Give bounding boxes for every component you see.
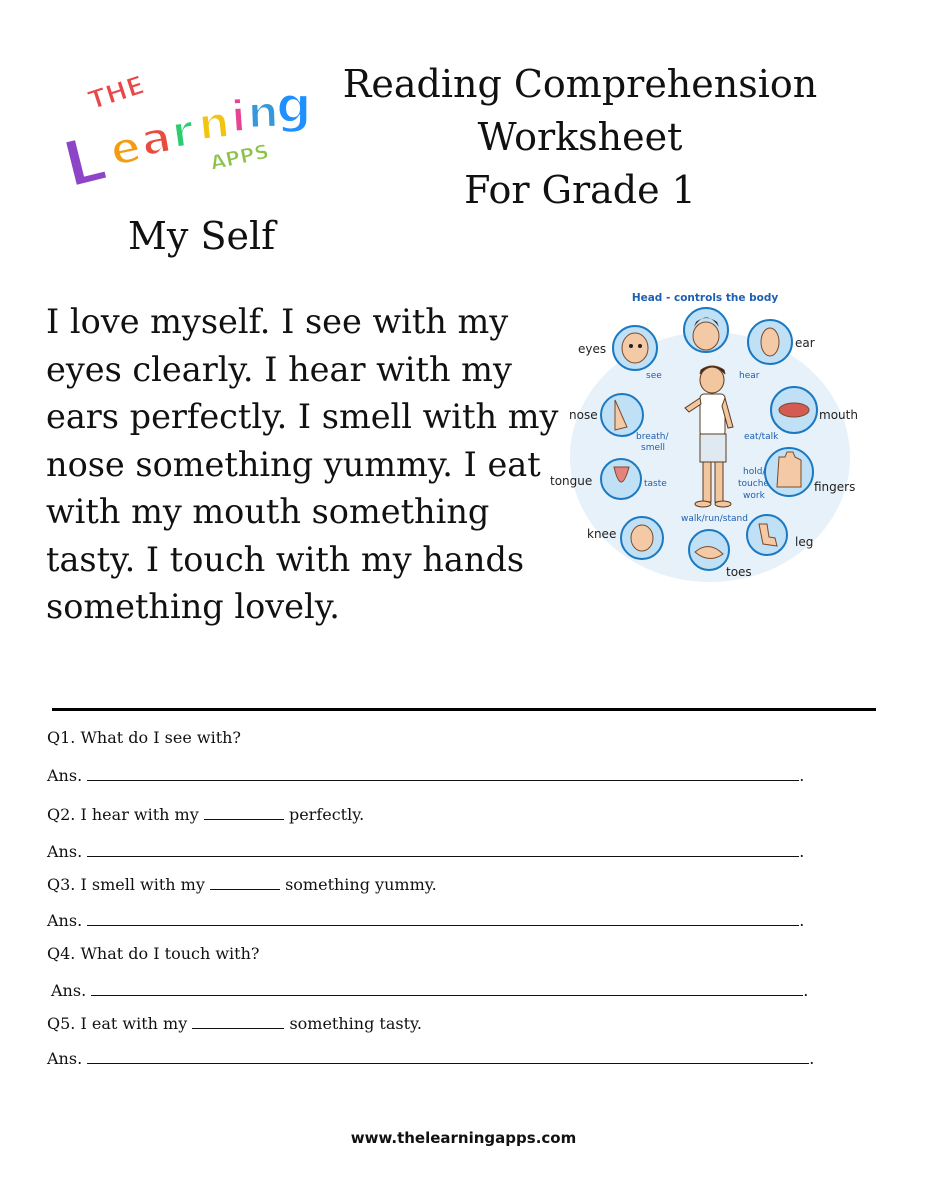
label-tongue: tongue [550, 474, 593, 488]
label-knee: knee [587, 527, 617, 541]
label-taste: taste [644, 479, 667, 489]
answer-line-1: Ans. . [47, 766, 805, 785]
answer-blank-5[interactable] [87, 1049, 809, 1064]
svg-text:r: r [168, 105, 198, 159]
fill-blank-2[interactable] [204, 806, 284, 820]
worksheet-title [330, 58, 830, 217]
passage-line: ears perfectly. I smell with my [46, 397, 559, 436]
svg-text:a: a [137, 111, 176, 167]
label-hear: hear [739, 371, 760, 381]
label-hold: hold/ [743, 467, 766, 477]
question-4: Q4. What do I touch with? [47, 944, 260, 963]
passage-line: tasty. I touch with my hands [46, 539, 525, 579]
svg-text:n: n [195, 96, 233, 151]
answer-line-4: Ans. . [51, 981, 809, 1000]
svg-text:e: e [105, 120, 146, 177]
answer-blank-2[interactable] [87, 842, 799, 857]
title-line-3: For Grade 1 [464, 168, 696, 212]
label-eyes: eyes [578, 342, 607, 356]
label-smell: smell [641, 443, 665, 453]
answer-blank-3[interactable] [87, 911, 799, 926]
title-line-1: Reading Comprehension [342, 62, 818, 106]
label-see: see [646, 371, 662, 381]
answer-blank-1[interactable] [87, 766, 799, 781]
answer-line-2: Ans. . [47, 842, 805, 861]
learning-apps-logo [55, 48, 332, 218]
title-line-2: Worksheet [477, 115, 683, 159]
label-ear: ear [795, 336, 815, 350]
label-nose: nose [569, 408, 598, 422]
footer-url[interactable]: www.thelearningapps.com [350, 1129, 577, 1147]
reading-passage [46, 298, 559, 631]
svg-text:n: n [246, 86, 280, 139]
svg-text:L: L [55, 121, 114, 204]
label-mouth: mouth [819, 408, 858, 422]
label-breath: breath/ [636, 432, 669, 442]
question-2: Q2. I hear with my perfectly. [47, 805, 365, 824]
answer-blank-4[interactable] [91, 981, 803, 996]
passage-line: I love myself. I see with my [46, 302, 509, 341]
label-touche: touche [738, 479, 769, 489]
label-work: work [743, 491, 765, 501]
label-fingers: fingers [814, 480, 856, 494]
passage-line: with my mouth something [46, 492, 490, 531]
passage-line: eyes clearly. I hear with my [46, 349, 512, 389]
fill-blank-5[interactable] [192, 1015, 284, 1029]
label-eat-talk: eat/talk [744, 432, 779, 442]
answer-line-3: Ans. . [47, 911, 805, 930]
passage-line: nose something yummy. I eat [46, 444, 541, 484]
svg-text:g: g [276, 76, 312, 134]
svg-text:THE: THE [84, 70, 149, 117]
label-walk-run-stand: walk/run/stand [681, 514, 748, 524]
label-toes: toes [726, 565, 752, 579]
svg-text:i: i [229, 91, 248, 143]
svg-text:APPS: APPS [208, 139, 271, 175]
body-parts-diagram [545, 282, 875, 592]
divider-line [52, 708, 876, 711]
fill-blank-3[interactable] [210, 876, 280, 890]
passage-title: My Self [128, 214, 276, 258]
question-3: Q3. I smell with my something yummy. [47, 875, 437, 894]
diagram-header: Head - controls the body [631, 292, 779, 304]
passage-line: something lovely. [46, 587, 340, 626]
question-5: Q5. I eat with my something tasty. [47, 1014, 423, 1033]
answer-line-5: Ans. . [47, 1049, 815, 1068]
label-leg: leg [795, 535, 814, 549]
question-1: Q1. What do I see with? [47, 728, 241, 747]
